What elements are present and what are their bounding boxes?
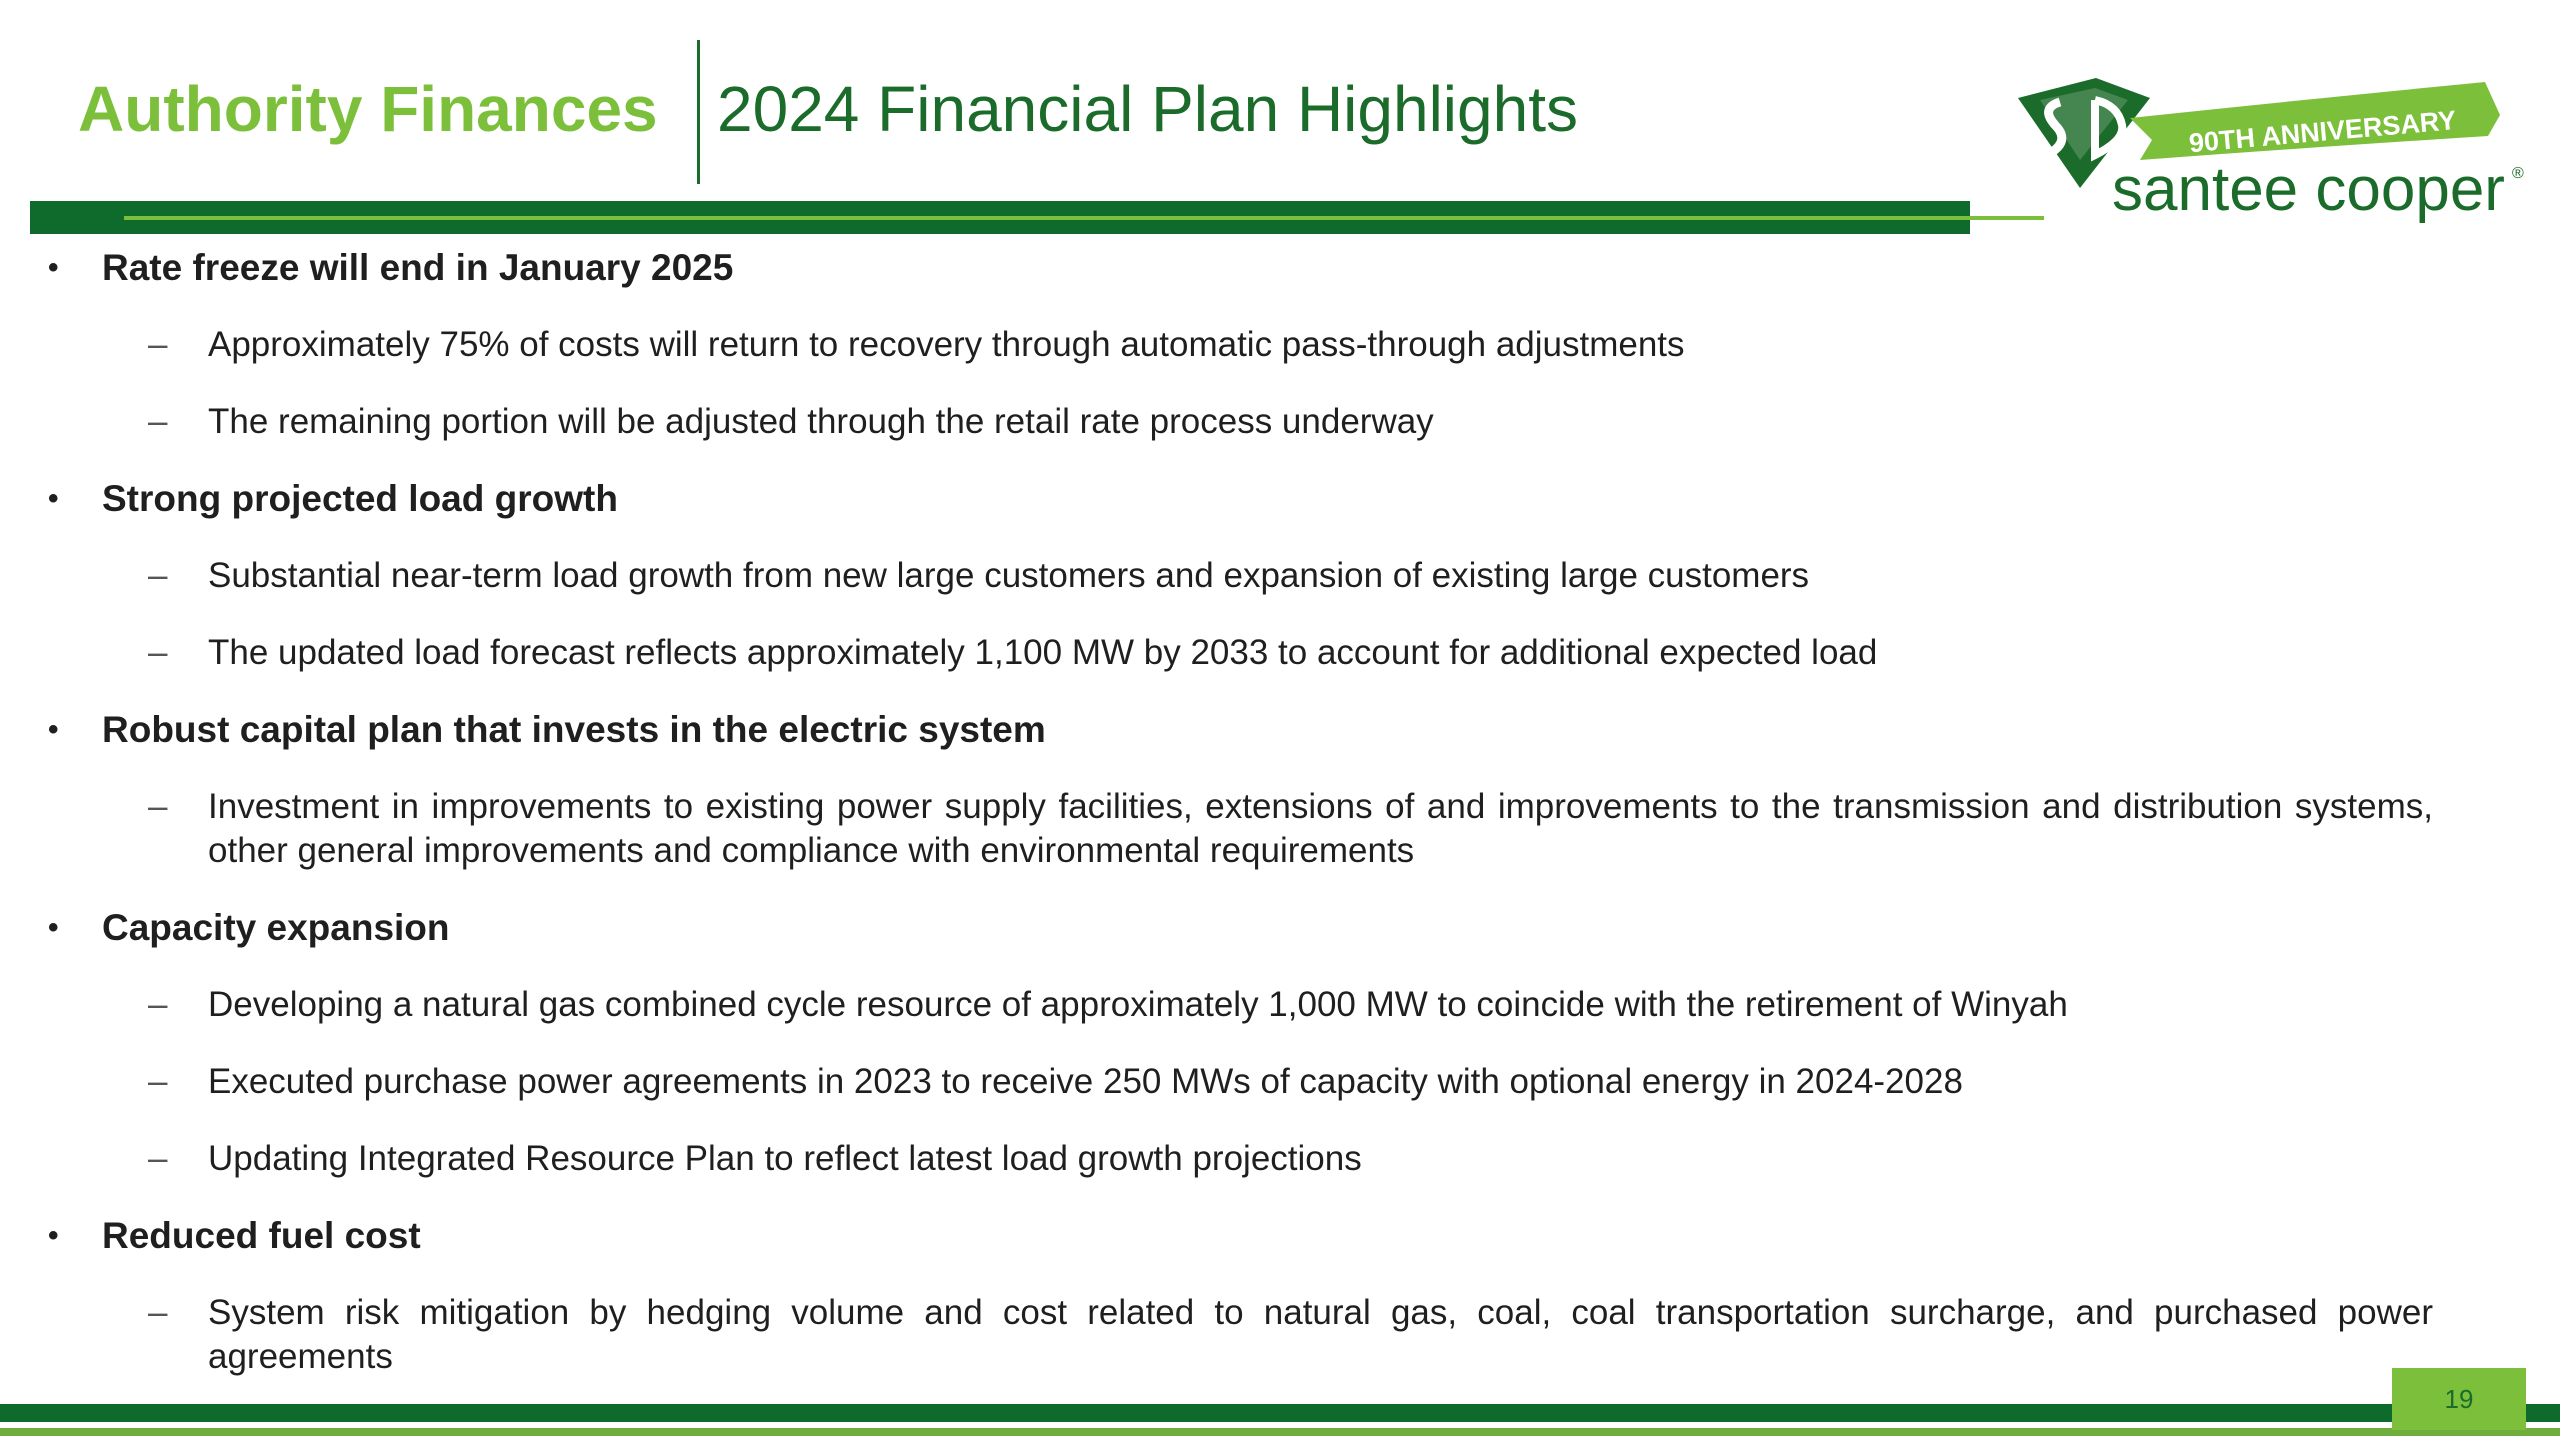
footer-rule — [0, 1404, 2560, 1422]
anniversary-banner — [2130, 82, 2500, 160]
sub-text: Updating Integrated Resource Plan to reflect latest load growth projections — [208, 1139, 1362, 1178]
dash-glyph: – — [148, 1139, 168, 1178]
bullet-item — [48, 477, 2388, 521]
sub-item — [48, 400, 2433, 444]
sub-text: The remaining portion will be adjusted through the retail rate process underway — [208, 402, 1434, 441]
bullet-glyph: • — [48, 713, 59, 746]
sub-item — [48, 1060, 2433, 1104]
page-title: 2024 Financial Plan Highlights — [717, 73, 1578, 145]
sub-text: Approximately 75% of costs will return to recovery through automatic pass-through adjustments — [208, 325, 1685, 364]
bullet-glyph: • — [48, 1219, 59, 1252]
footer-accent-line — [0, 1428, 2560, 1436]
dash-glyph: – — [148, 556, 168, 595]
bullet-list — [48, 246, 2433, 1412]
sub-item — [48, 785, 2433, 873]
sub-item — [48, 1137, 2433, 1181]
sub-text: Developing a natural gas combined cycle resource of approximately 1,000 MW to coincide with the retirement of Winyah — [208, 985, 2068, 1024]
dash-glyph: – — [148, 1293, 168, 1332]
sub-item — [48, 631, 2433, 675]
bullet-glyph: • — [48, 251, 59, 284]
dash-glyph: – — [148, 787, 168, 826]
bullet-item — [48, 1214, 2388, 1258]
bullet-glyph: • — [48, 911, 59, 944]
dash-glyph: – — [148, 985, 168, 1024]
bullet-item — [48, 246, 2388, 290]
bullet-glyph: • — [48, 482, 59, 515]
banner-text: 90TH ANNIVERSARY — [2187, 105, 2458, 159]
header-accent-line — [124, 216, 2044, 220]
sub-item — [48, 983, 2433, 1027]
page-number: 19 — [2392, 1368, 2526, 1430]
bullet-item — [48, 906, 2388, 950]
sub-text: The updated load forecast reflects approximately 1,100 MW by 2033 to account for additional expected load — [208, 633, 1878, 672]
dash-glyph: – — [148, 1062, 168, 1101]
sub-item — [48, 554, 2433, 598]
bullet-text: Rate freeze will end in January 2025 — [102, 247, 734, 288]
dash-glyph: – — [148, 325, 168, 364]
sub-text: System risk mitigation by hedging volume and cost related to natural gas, coal, coal transportation surcharge, and purchased power agreements — [208, 1293, 2433, 1376]
dash-glyph: – — [148, 402, 168, 441]
sub-item — [48, 1291, 2433, 1379]
brand-text: santee cooper — [2112, 155, 2505, 224]
bullet-text: Reduced fuel cost — [102, 1215, 421, 1256]
bullet-text: Robust capital plan that invests in the electric system — [102, 709, 1046, 750]
bullet-text: Capacity expansion — [102, 907, 450, 948]
sub-item — [48, 323, 2433, 367]
santee-cooper-logo — [2000, 70, 2530, 240]
header-divider — [697, 40, 700, 184]
dash-glyph: – — [148, 633, 168, 672]
registered-mark: ® — [2512, 165, 2524, 182]
sub-text: Substantial near-term load growth from new large customers and expansion of existing large customers — [208, 556, 1810, 595]
sub-text: Executed purchase power agreements in 2023 to receive 250 MWs of capacity with optional energy in 2024-2028 — [208, 1062, 1963, 1101]
bullet-text: Strong projected load growth — [102, 478, 618, 519]
sub-text: Investment in improvements to existing power supply facilities, extensions of and improvements to the transmission and distribution systems, other general improvements and compliance with environmental requirements — [208, 787, 2433, 870]
bullet-item — [48, 708, 2388, 752]
section-title: Authority Finances — [78, 73, 658, 145]
